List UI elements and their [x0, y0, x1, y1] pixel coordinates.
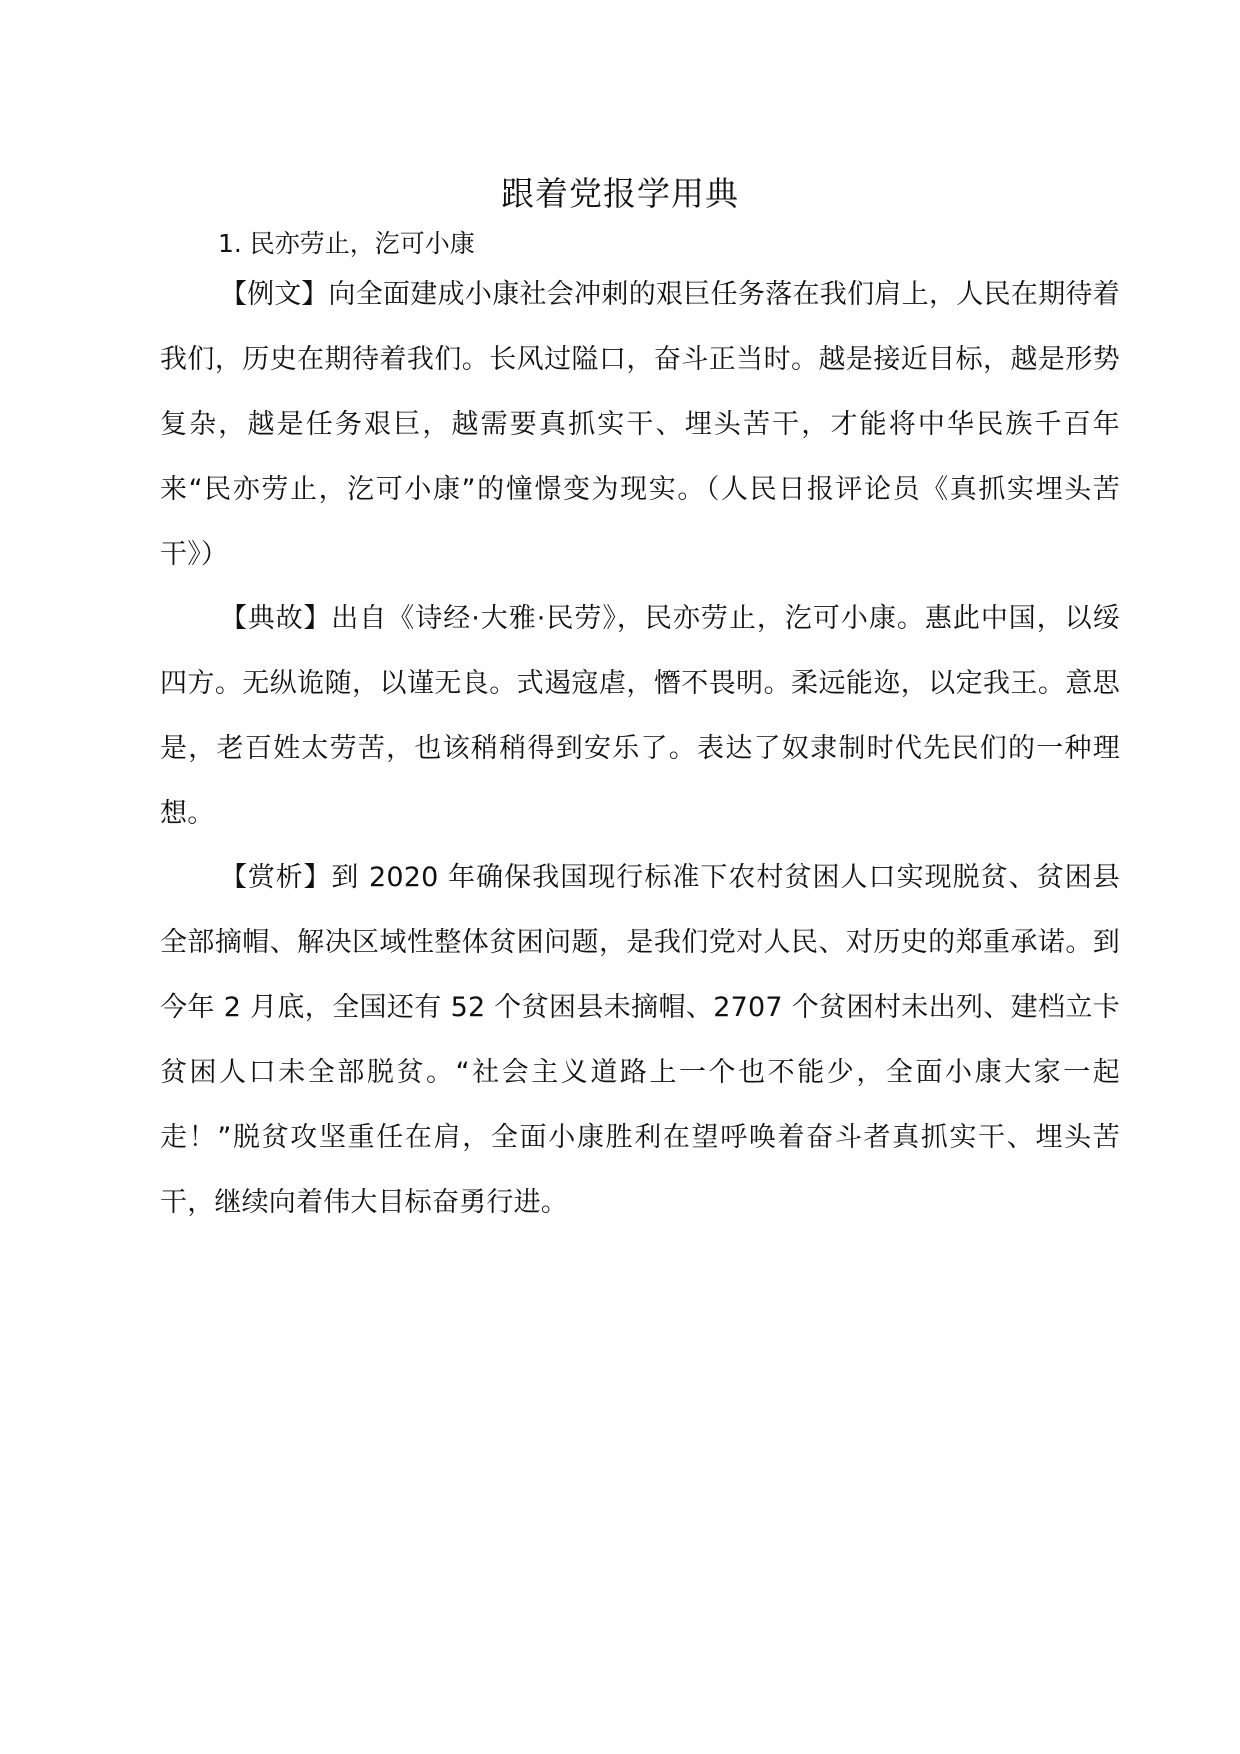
analysis-text: 到 2020 年确保我国现行标准下农村贫困人口实现脱贫、贫困县全部摘帽、解决区域性整体贫困问题，是我们党对人民、对历史的郑重承诺。到今年 2 月底，全国还有 52 个贫困县未摘帽、2707 个贫困村未出列、建档立卡贫困人口未全部脱贫。“社会主义道路上一个也不能少，全面小康大家一起走！”脱贫攻坚重任在肩，全面小康胜利在望呼唤着奋斗者真抓实干、埋头苦干，继续向着伟大目标奋勇行进。 [160, 862, 1121, 1218]
page-title: 跟着党报学用典 [501, 174, 739, 213]
analysis-paragraph [160, 845, 1120, 1235]
analysis-tag: 【赏析】 [220, 862, 332, 893]
example-text: 向全面建成小康社会冲刺的艰巨任务落在我们肩上，人民在期待着我们，历史在期待着我们。长风过隘口，奋斗正当时。越是接近目标，越是形势复杂，越是任务艰巨，越需要真抓实干、埋头苦干，才能将中华民族千百年来“民亦劳止，汔可小康”的憧憬变为现实。（人民日报评论员《真抓实埋头苦干》） [160, 279, 1120, 570]
allusion-paragraph [160, 586, 1120, 846]
item-heading: 1. 民亦劳止，汔可小康 [218, 229, 475, 258]
example-paragraph [160, 262, 1120, 587]
allusion-text: 出自《诗经·大雅·民劳》，民亦劳止，汔可小康。惠此中国，以绥四方。无纵诡随，以谨无良。式遏寇虐，憯不畏明。柔远能迩，以定我王。意思是，老百姓太劳苦，也该稍稍得到安乐了。表达了奴隶制时代先民们的一种理想。 [160, 603, 1121, 829]
example-tag: 【例文】 [220, 279, 329, 310]
allusion-tag: 【典故】 [220, 603, 332, 634]
